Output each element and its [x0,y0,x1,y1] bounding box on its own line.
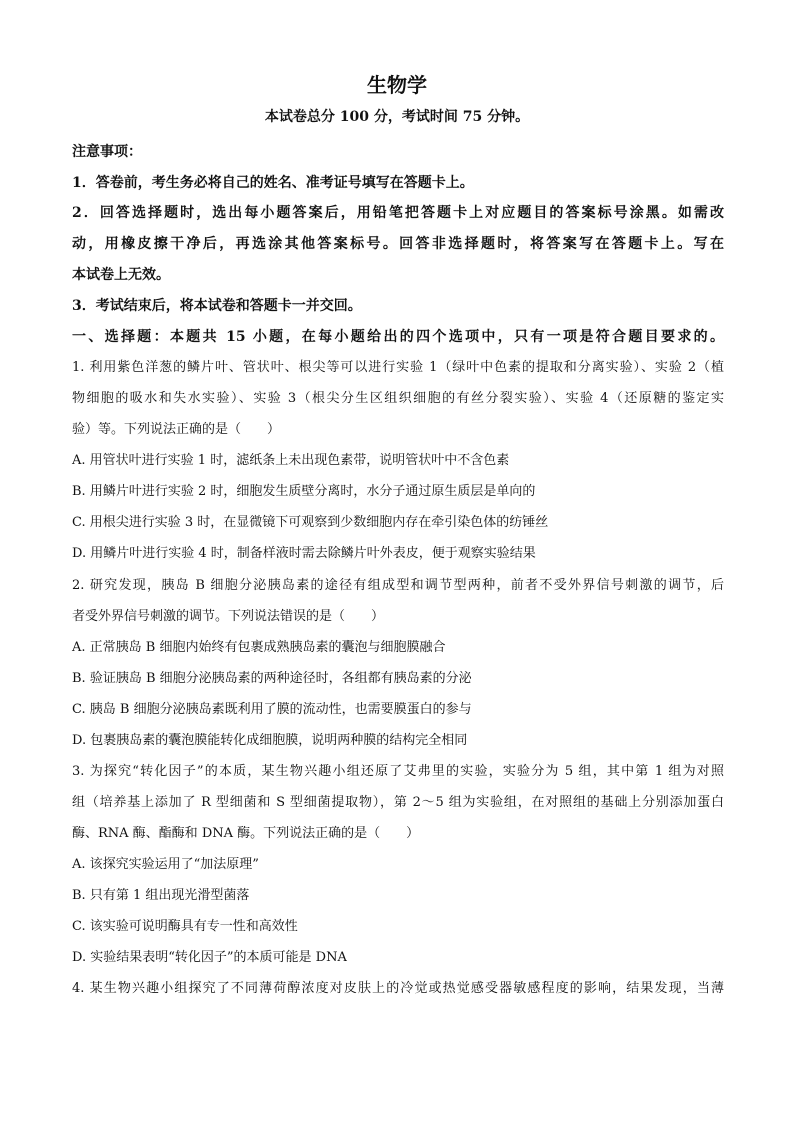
q2-stem-line-1: 2. 研究发现，胰岛 B 细胞分泌胰岛素的途径有组成型和调节型两种，前者不受外界信号刺激的调节，后 [72,578,724,593]
notice-item-2-line-1: 2．回答选择题时，选出每小题答案后，用铅笔把答题卡上对应题目的答案标号涂黑。如需改 [72,205,724,221]
q1-option-d: D. 用鳞片叶进行实验 4 时，制备样液时需去除鳞片叶外表皮，便于观察实验结果 [72,546,536,561]
notice-item-1: 1．答卷前，考生务必将自己的姓名、准考证号填写在答题卡上。 [72,175,474,191]
section-heading: 一、选择题：本题共 15 小题，在每小题给出的四个选项中，只有一项是符合题目要求的。 [72,329,724,345]
q1-stem-line-2: 物细胞的吸水和失水实验）、实验 3（根尖分生区组织细胞的有丝分裂实验）、实验 4（还原糖的鉴定实 [72,391,724,406]
page-title: 生物学 [367,73,427,97]
q3-stem-line-2: 组（培养基上添加了 R 型细菌和 S 型细菌提取物），第 2～5 组为实验组，在对照组的基础上分别添加蛋白 [72,795,724,810]
q2-option-d: D. 包裹胰岛素的囊泡膜能转化成细胞膜，说明两种膜的结构完全相同 [72,733,468,748]
q3-option-a: A. 该探究实验运用了“加法原理” [72,857,259,872]
q3-stem-line-3: 酶、RNA 酶、酯酶和 DNA 酶。下列说法正确的是（ ） [72,826,420,841]
notice-heading: 注意事项： [72,144,142,160]
q3-option-d: D. 实验结果表明“转化因子”的本质可能是 DNA [72,950,347,965]
q3-stem-line-1: 3. 为探究“转化因子”的本质，某生物兴趣小组还原了艾弗里的实验，实验分为 5 组，其中第 1 组为对照 [72,764,724,779]
q1-stem-line-1: 1. 利用紫色洋葱的鳞片叶、管状叶、根尖等可以进行实验 1（绿叶中色素的提取和分离实验）、实验 2（植 [72,360,724,375]
notice-item-2-line-3: 本试卷上无效。 [72,267,170,283]
q4-stem-line-1: 4. 某生物兴趣小组探究了不同薄荷醇浓度对皮肤上的冷觉或热觉感受器敏感程度的影响，结果发现，当薄 [72,981,724,996]
notice-item-3: 3．考试结束后，将本试卷和答题卡一并交回。 [72,298,362,314]
q1-stem-line-3: 验）等。下列说法正确的是（ ） [72,422,281,437]
q3-option-b: B. 只有第 1 组出现光滑型菌落 [72,888,250,903]
q2-stem-line-2: 者受外界信号刺激的调节。下列说法错误的是（ ） [72,609,385,624]
notice-item-2-line-2: 动，用橡皮擦干净后，再选涂其他答案标号。回答非选择题时，将答案写在答题卡上。写在 [72,236,724,252]
q2-option-a: A. 正常胰岛 B 细胞内始终有包裹成熟胰岛素的囊泡与细胞膜融合 [72,640,446,655]
q3-option-c: C. 该实验可说明酶具有专一性和高效性 [72,919,298,934]
q2-option-c: C. 胰岛 B 细胞分泌胰岛素既利用了膜的流动性，也需要膜蛋白的参与 [72,702,472,717]
q2-option-b: B. 验证胰岛 B 细胞分泌胰岛素的两种途径时，各组都有胰岛素的分泌 [72,671,472,686]
q1-option-c: C. 用根尖进行实验 3 时，在显微镜下可观察到少数细胞内存在牵引染色体的纺锤丝 [72,515,549,530]
q1-option-a: A. 用管状叶进行实验 1 时，滤纸条上未出现色素带，说明管状叶中不含色素 [72,453,510,468]
exam-info: 本试卷总分 100 分，考试时间 75 分钟。 [264,109,530,125]
q1-option-b: B. 用鳞片叶进行实验 2 时，细胞发生质壁分离时，水分子通过原生质层是单向的 [72,484,536,499]
